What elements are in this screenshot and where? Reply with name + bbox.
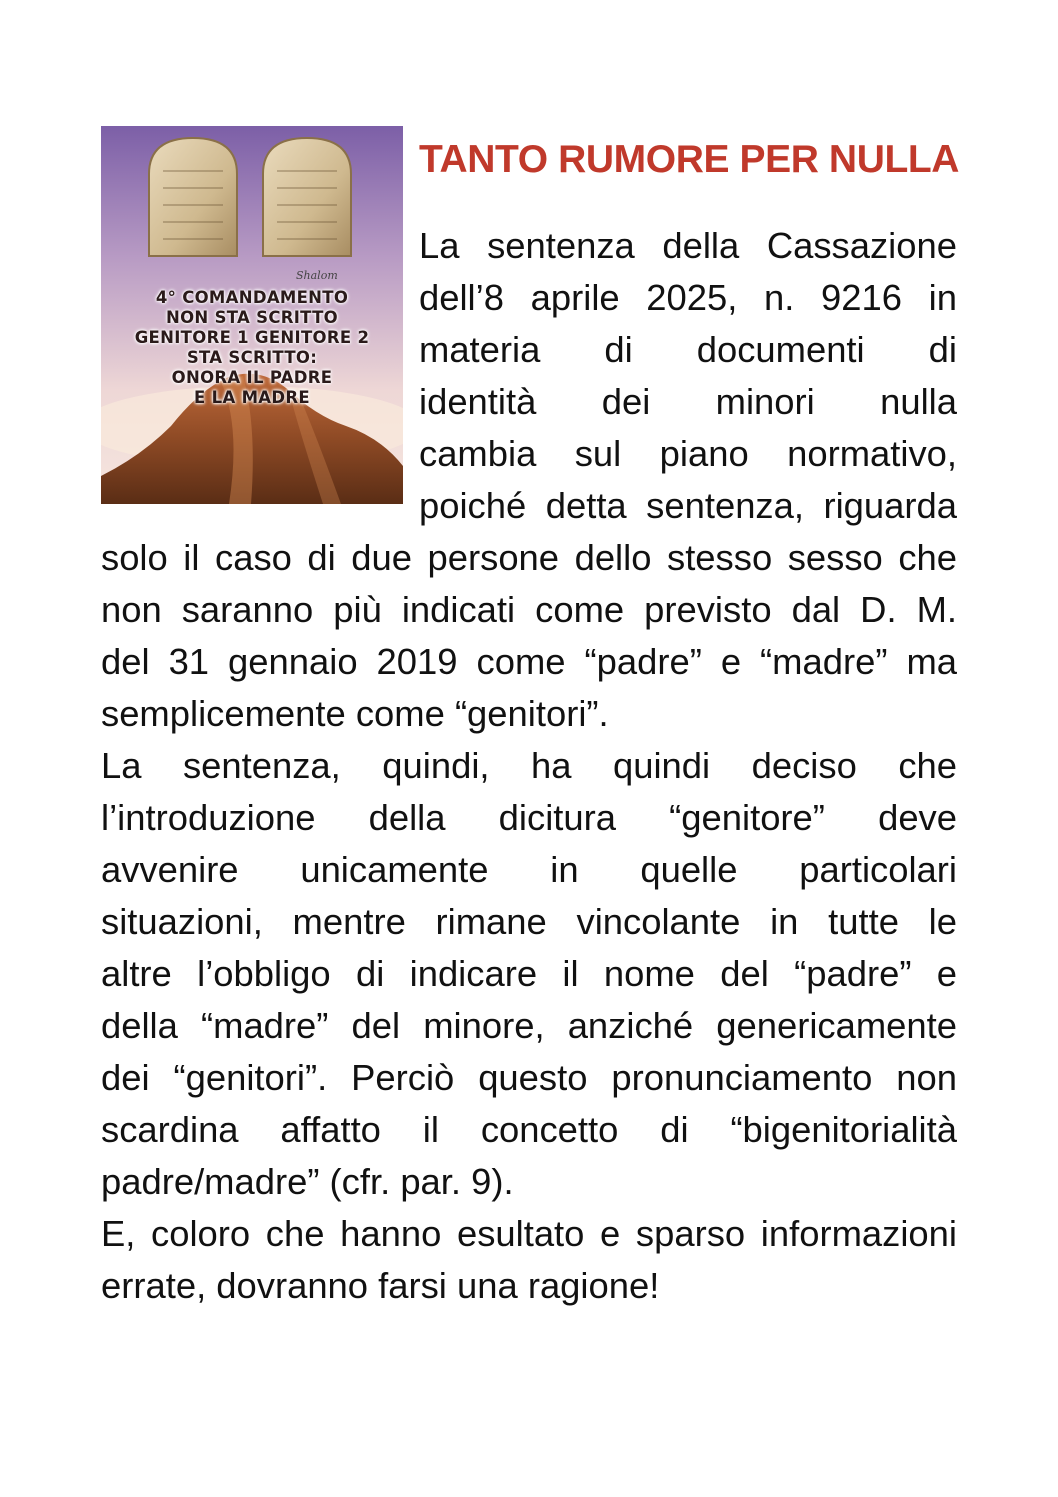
main-text bbox=[101, 532, 957, 1312]
caption-line: STA SCRITTO: bbox=[186, 348, 318, 367]
commandment-illustration bbox=[101, 126, 403, 504]
shalom-signature: Shalom bbox=[296, 269, 338, 282]
caption-line: 4° COMANDAMENTO bbox=[155, 288, 349, 307]
text-line: E, coloro che hanno esultato e sparso informazioni bbox=[101, 1213, 957, 1254]
text-line: poiché detta sentenza, riguarda bbox=[419, 485, 957, 526]
text-line: avvenire unicamente in quelle particolari bbox=[101, 849, 957, 890]
text-line: scardina affatto il concetto di “bigenitorialità bbox=[101, 1109, 957, 1150]
text-line: La sentenza della Cassazione bbox=[419, 225, 957, 266]
text-line: cambia sul piano normativo, bbox=[419, 433, 957, 474]
text-line: non saranno più indicati come previsto dal D. M. bbox=[101, 589, 957, 630]
illustration-caption bbox=[101, 288, 403, 408]
text-line: l’introduzione della dicitura “genitore” deve bbox=[101, 797, 957, 838]
text-line: identità dei minori nulla bbox=[419, 381, 957, 422]
paragraph-1 bbox=[101, 532, 957, 740]
text-line: situazioni, mentre rimane vincolante in tutte le bbox=[101, 901, 957, 942]
text-line: La sentenza, quindi, ha quindi deciso che bbox=[101, 745, 957, 786]
caption-line: E LA MADRE bbox=[194, 388, 310, 407]
text-line: dei “genitori”. Perciò questo pronunciamento non bbox=[101, 1057, 957, 1098]
document-title: TANTO RUMORE PER NULLA bbox=[419, 138, 960, 181]
text-line: padre/madre” (cfr. par. 9). bbox=[101, 1161, 514, 1202]
text-line: del 31 gennaio 2019 come “padre” e “madre” ma bbox=[101, 641, 957, 682]
caption-line: NON STA SCRITTO bbox=[165, 308, 338, 327]
text-line: solo il caso di due persone dello stesso sesso che bbox=[101, 537, 957, 578]
text-line: altre l’obbligo di indicare il nome del “padre” e bbox=[101, 953, 957, 994]
intro-text bbox=[419, 220, 957, 532]
text-line: materia di documenti di bbox=[419, 329, 957, 370]
text-line: dell’8 aprile 2025, n. 9216 in bbox=[419, 277, 957, 318]
text-line: della “madre” del minore, anziché genericamente bbox=[101, 1005, 957, 1046]
text-line: errate, dovranno farsi una ragione! bbox=[101, 1265, 660, 1306]
caption-line: GENITORE 1 GENITORE 2 bbox=[134, 328, 370, 347]
caption-line: ONORA IL PADRE bbox=[171, 368, 333, 387]
paragraph-3 bbox=[101, 1208, 957, 1312]
paragraph-2 bbox=[101, 740, 957, 1208]
text-line: semplicemente come “genitori”. bbox=[101, 693, 609, 734]
